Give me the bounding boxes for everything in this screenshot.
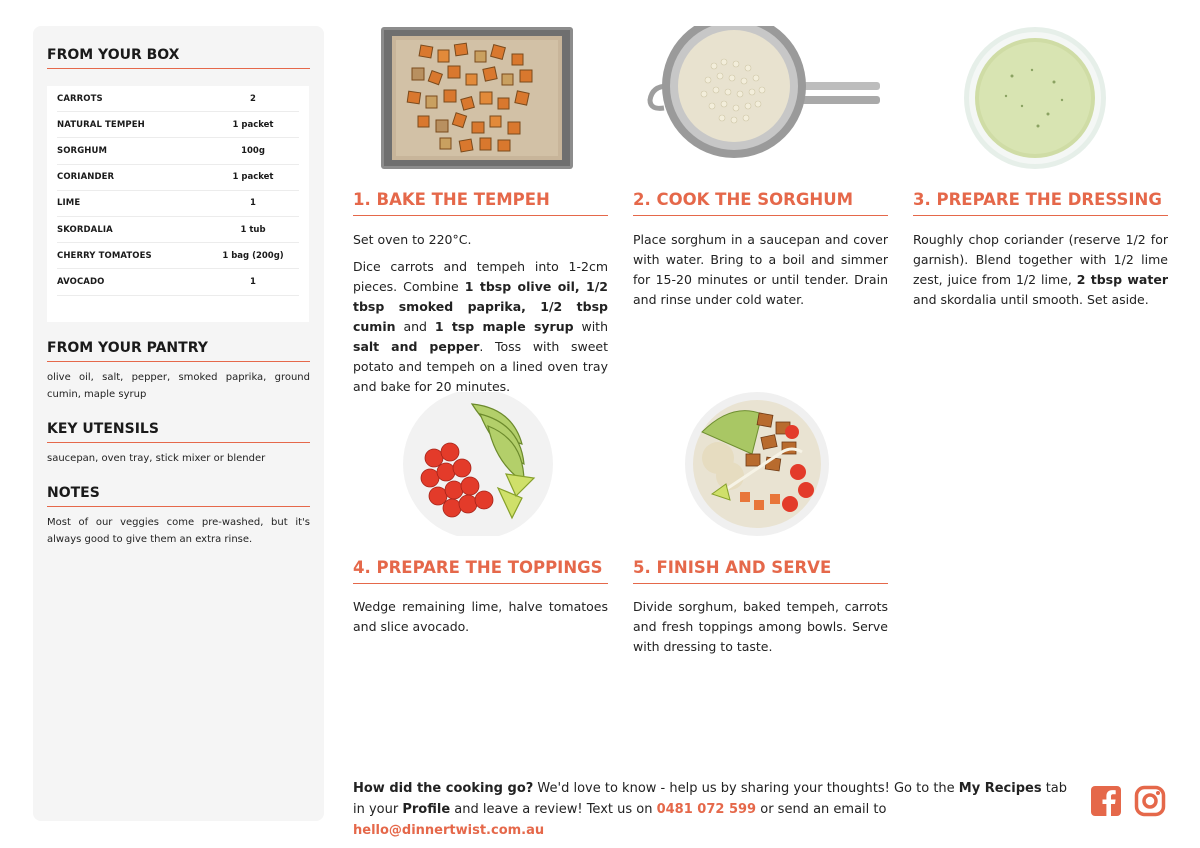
bold-text: How did the cooking go? (353, 781, 534, 796)
table-row (57, 138, 299, 164)
table-row (57, 243, 299, 269)
finished-bowl-photo (682, 392, 832, 536)
step-1-p2 (353, 257, 608, 397)
profile-link[interactable]: Profile (402, 802, 451, 817)
table-row (57, 191, 299, 217)
ingredient-qty: 1 tub (240, 224, 266, 235)
text: and leave a review! Text us on (450, 802, 657, 817)
text: and (395, 319, 435, 334)
text: Dice carrots and tempeh into 1-2cm pieces. Combine (353, 259, 608, 294)
step-4-body: Wedge remaining lime, halve tomatoes and slice avocado. (353, 599, 608, 634)
ingredient-qty: 1 (250, 276, 256, 287)
ingredient-qty: 1 (250, 198, 256, 209)
table-row (57, 165, 299, 191)
step-4-title: 4. PREPARE THE TOPPINGS (353, 558, 608, 584)
step-2-body: Place sorghum in a saucepan and cover with water. Bring to a boil and simmer for 15-20 minutes or until tender. Drain and rinse under cold water. (633, 232, 888, 307)
ingredient-qty: 1 bag (200g) (222, 250, 284, 261)
utensils-text: saucepan, oven tray, stick mixer or blender (47, 453, 266, 464)
notes-text: Most of our veggies come pre-washed, but it's always good to give them an extra rinse. (47, 517, 310, 545)
box-ingredients-table (47, 86, 309, 322)
bold-text: 1 tbsp olive oil, 1/2 tbsp smoked paprika, 1/2 tbsp cumin (353, 279, 608, 334)
ingredient-name: CORIANDER (57, 172, 115, 183)
step-1-p1: Set oven to 220°C. (353, 232, 472, 247)
text: tab in your (353, 781, 1068, 817)
step-3-title: 3. PREPARE THE DRESSING (913, 190, 1168, 216)
ingredient-name: AVOCADO (57, 276, 105, 287)
ingredient-qty: 1 packet (232, 172, 274, 183)
notes-section (47, 485, 310, 548)
toppings-plate-photo (402, 392, 554, 536)
ingredient-name: NATURAL TEMPEH (57, 119, 145, 130)
step-3-body (913, 230, 1168, 310)
text: or send an email to (756, 802, 887, 817)
step-1-title: 1. BAKE THE TEMPEH (353, 190, 608, 216)
text: . Toss with sweet potato and tempeh on a lined oven tray and bake for 20 minutes. (353, 339, 608, 394)
table-row (57, 86, 299, 112)
pantry-section (47, 340, 310, 403)
sieve-sorghum-photo (644, 26, 882, 170)
notes-heading: NOTES (47, 485, 310, 507)
pantry-text: olive oil, salt, pepper, smoked paprika, ground cumin, maple syrup (47, 372, 310, 400)
from-box-heading: FROM YOUR BOX (47, 47, 310, 69)
phone-link[interactable]: 0481 072 599 (656, 802, 757, 817)
ingredient-name: CHERRY TOMATOES (57, 250, 152, 261)
step-2-title: 2. COOK THE SORGHUM (633, 190, 888, 216)
baking-tray-photo (380, 26, 574, 170)
step-5-title: 5. FINISH AND SERVE (633, 558, 888, 584)
ingredient-qty: 100g (241, 145, 265, 156)
pantry-heading: FROM YOUR PANTRY (47, 340, 310, 362)
ingredients-sidebar (33, 26, 324, 821)
text: with (573, 319, 609, 334)
ingredient-name: LIME (57, 198, 81, 209)
table-row (57, 217, 299, 243)
email-link[interactable]: hello@dinnertwist.com.au (353, 823, 545, 838)
text: Roughly chop coriander (reserve 1/2 for garnish). Blend together with 1/2 lime zest, juice from 1/2 lime, (913, 232, 1168, 287)
text: and skordalia until smooth. Set aside. (913, 292, 1149, 307)
my-recipes-link[interactable]: My Recipes (958, 781, 1042, 796)
instagram-icon[interactable] (1134, 785, 1166, 817)
bold-text: 2 tbsp water (1076, 272, 1168, 287)
ingredient-name: CARROTS (57, 93, 103, 104)
bold-text: salt and pepper (353, 339, 480, 354)
step-5-body: Divide sorghum, baked tempeh, carrots and fresh toppings among bowls. Serve with dressing to taste. (633, 599, 888, 654)
bold-text: 1 tsp maple syrup (434, 319, 574, 334)
text: We'd love to know - help us by sharing your thoughts! Go to the (533, 781, 959, 796)
facebook-icon[interactable] (1090, 785, 1122, 817)
table-row (57, 112, 299, 138)
ingredient-qty: 1 packet (232, 119, 274, 130)
utensils-section (47, 421, 310, 467)
review-footer (353, 778, 1073, 841)
ingredient-name: SORGHUM (57, 145, 108, 156)
step-1-body (353, 230, 608, 404)
ingredient-qty: 2 (250, 93, 256, 104)
table-row (57, 269, 299, 295)
dressing-bowl-photo (962, 26, 1108, 170)
ingredient-name: SKORDALIA (57, 224, 113, 235)
utensils-heading: KEY UTENSILS (47, 421, 310, 443)
